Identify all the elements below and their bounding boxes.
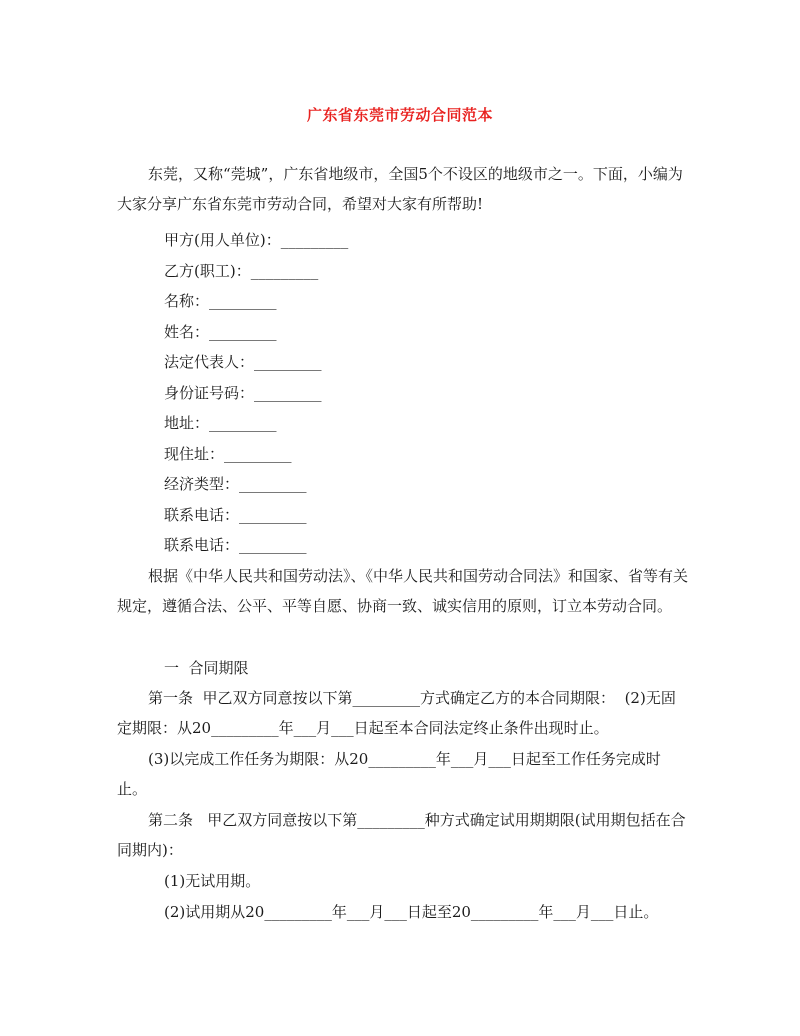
field-legal-representative: 法定代表人：_________ [164, 353, 322, 371]
field-person-name: 姓名：_________ [164, 323, 277, 341]
intro-paragraph: 东莞，又称“莞城”，广东省地级市，全国5个不设区的地级市之一。下面，小编为大家分享广东省东莞市劳动合同，希望对大家有所帮助! [117, 165, 683, 213]
field-economic-type: 经济类型：_________ [164, 475, 307, 493]
section-heading-term: 一 合同期限 [164, 659, 249, 677]
article-1-paragraph: 第一条 甲乙双方同意按以下第_________方式确定乙方的本合同期限： (2)无固定期限：从20_________年___月___日起至本合同法定终止条件出现时止。 [117, 689, 676, 737]
basis-paragraph: 根据《中华人民共和国劳动法》、《中华人民共和国劳动合同法》和国家、省等有关规定，遵循合法、公平、平等自愿、协商一致、诚实信用的原则，订立本劳动合同。 [117, 567, 689, 615]
article-1-item-3: (3)以完成工作任务为期限：从20_________年___月___日起至工作任务完成时止。 [117, 750, 661, 798]
field-address: 地址：_________ [164, 414, 277, 432]
article-2-item-2: (2)试用期从20_________年___月___日起至20_________年___月___日止。 [164, 903, 659, 921]
field-id-number: 身份证号码：_________ [164, 384, 322, 402]
field-current-address: 现住址：_________ [164, 445, 292, 463]
field-name: 名称：_________ [164, 292, 277, 310]
article-2-item-1: (1)无试用期。 [164, 872, 261, 890]
field-phone-2: 联系电话：_________ [164, 536, 307, 554]
field-phone: 联系电话：_________ [164, 506, 307, 524]
document-title: 广东省东莞市劳动合同范本 [306, 106, 493, 124]
field-party-a: 甲方(用人单位)：_________ [164, 231, 349, 249]
article-2-paragraph: 第二条 甲乙双方同意按以下第_________种方式确定试用期期限(试用期包括在合同期内)： [117, 811, 686, 859]
field-party-b: 乙方(职工)：_________ [164, 262, 319, 280]
